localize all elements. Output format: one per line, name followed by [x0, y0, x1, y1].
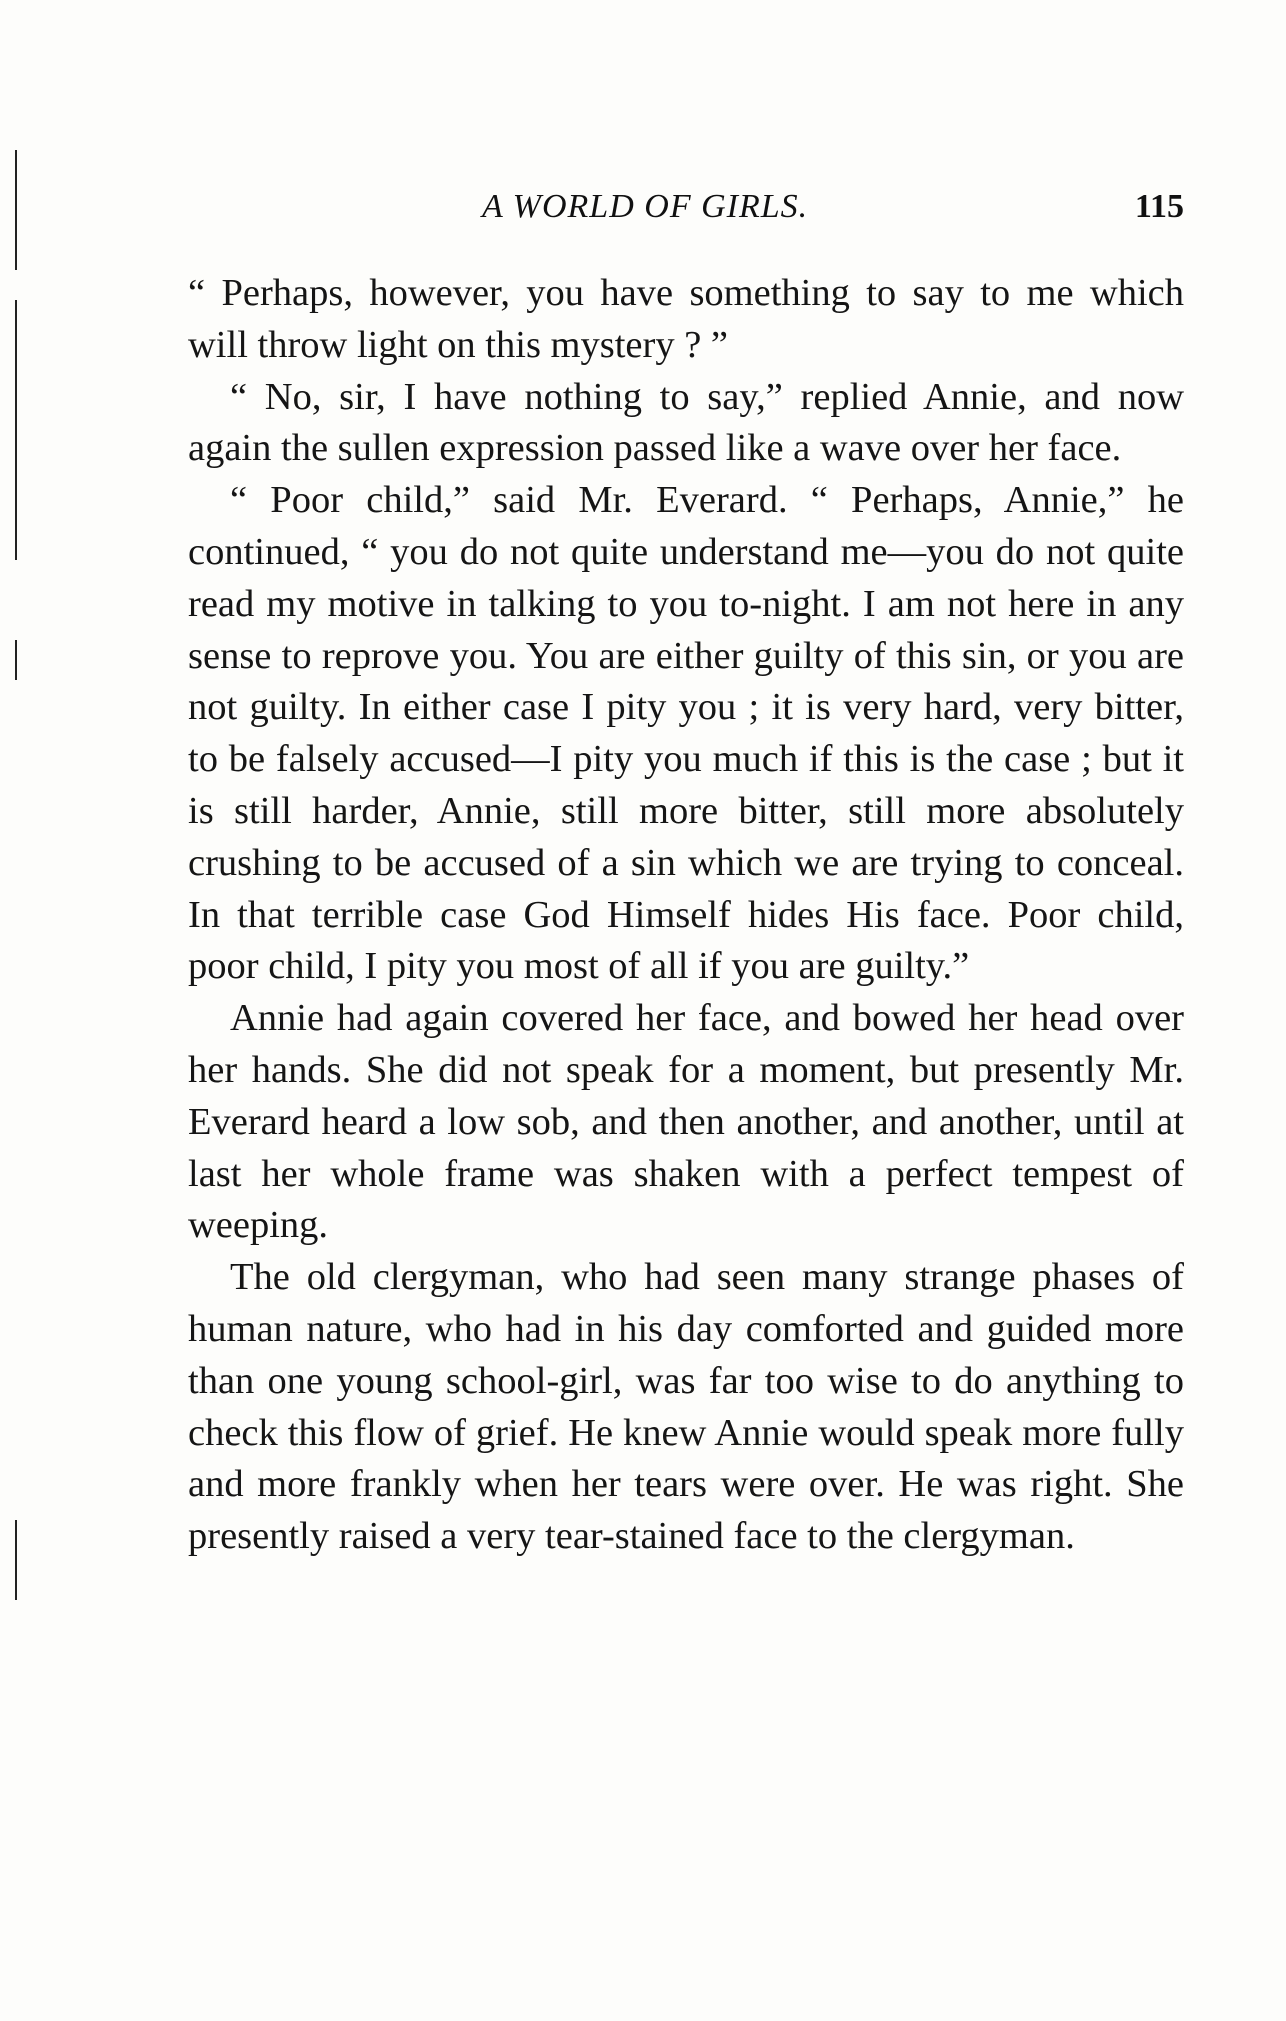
binding-edge-mark [15, 150, 17, 270]
paragraph: “ Poor child,” said Mr. Everard. “ Perhaps, Annie,” he continued, “ you do not quite understand me—you do not quite read my motive in talking to you to-night. I am not here in any sense to reprove you. You are either guilty of this sin, or you are not guilty. In either case I pity you ; it is very hard, very bitter, to be falsely accused—I pity you much if this is the case ; but it is still harder, Annie, still more bitter, still more absolutely crushing to be accused of a sin which we are trying to conceal. In that terrible case God Himself hides His face. Poor child, poor child, I pity you most of all if you are guilty.” [188, 479, 1184, 988]
paragraph: The old clergyman, who had seen many strange phases of human nature, who had in his day comforted and guided more than one young school-girl, was far too wise to do anything to check this flow of grief. He knew Annie would speak more fully and more frankly when her tears were over. He was right. She presently raised a very tear-stained face to the clergyman. [188, 1256, 1184, 1558]
body-text [188, 268, 1184, 1563]
binding-edge-mark [15, 1520, 17, 1600]
page-header [188, 182, 1192, 242]
paragraph: “ No, sir, I have nothing to say,” replied Annie, and now again the sullen expression passed like a wave over her face. [188, 375, 1184, 470]
binding-edge-mark [15, 640, 17, 680]
paragraph: “ Perhaps, however, you have something to say to me which will throw light on this mystery ? ” [188, 272, 1184, 366]
binding-edge-mark [15, 300, 17, 560]
running-title: A WORLD OF GIRLS. [482, 188, 809, 225]
page-number: 115 [1134, 188, 1184, 225]
paragraph: Annie had again covered her face, and bowed her head over her hands. She did not speak for a moment, but presently Mr. Everard heard a low sob, and then another, and another, until at last her whole frame was shaken with a perfect tempest of weeping. [188, 997, 1184, 1247]
